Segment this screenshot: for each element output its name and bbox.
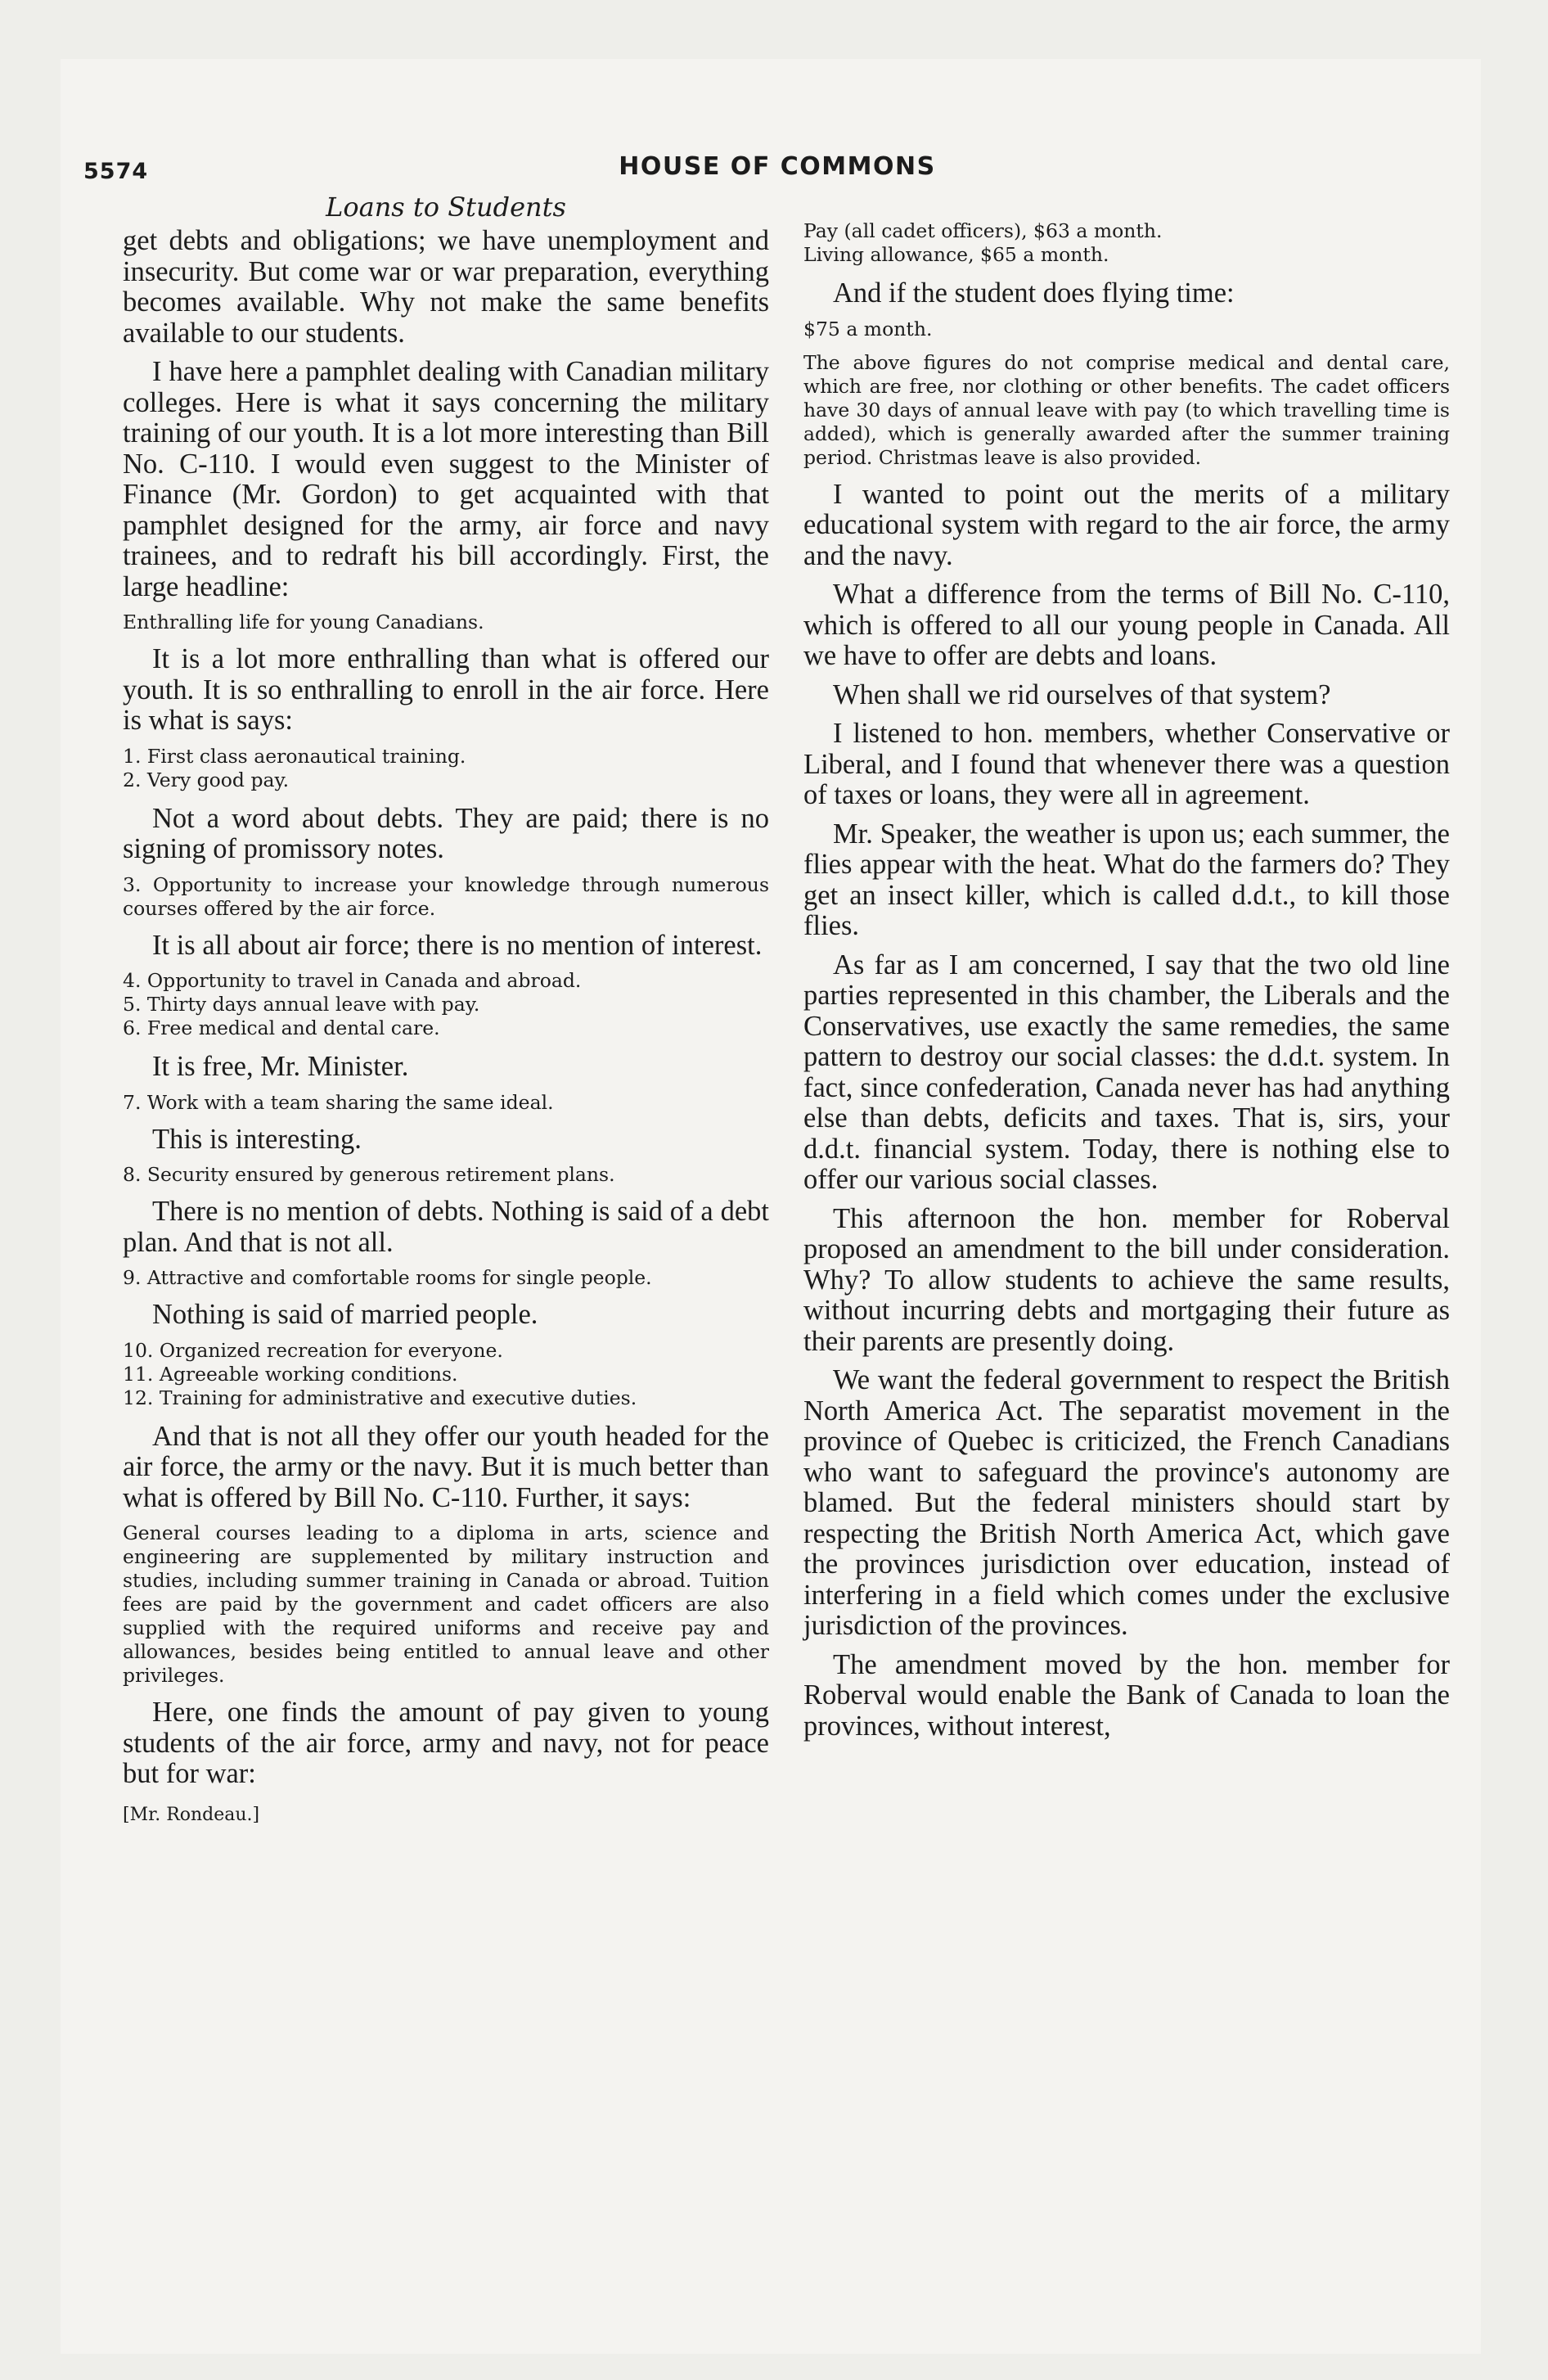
paragraph: When shall we rid ourselves of that system? xyxy=(833,678,1331,710)
list-item: Living allowance, $65 a month. xyxy=(803,243,1109,266)
quotation: 7. Work with a team sharing the same ideal. xyxy=(123,1090,554,1114)
list-item: 12. Training for administrative and executive duties. xyxy=(123,1386,637,1409)
right-column xyxy=(803,187,1450,1750)
paragraph: As far as I am concerned, I say that the two old line parties represented in this chamber, the Liberals and the Conservatives, use exactly the same remedies, the same pattern to destroy our social classes: the d.d.t. system. In fact, since confederation, Canada never has had anything else than debts, deficits and taxes. That is, sirs, your d.d.t. financial system. Today, there is nothing else to offer our various social classes. xyxy=(803,949,1450,1195)
quotation: General courses leading to a diploma in arts, science and engineering are supplemented by military instruction and studies, including summer training in Canada or abroad. Tuition fees are paid by the government and cadet officers are also supplied with the required uniforms and receive pay and allowances, besides being entitled to annual leave and other privileges. xyxy=(123,1521,769,1687)
paragraph: We want the federal government to respect the British North America Act. The separatist movement in the province of Quebec is criticized, the French Canadians who want to safeguard the province's autonomy are blamed. But the federal ministers should start by respecting the British North America Act, which gave the provinces jurisdiction over education, instead of interfering in a field which comes under the exclusive jurisdiction of the provinces. xyxy=(803,1364,1450,1641)
paragraph: And that is not all they offer our youth headed for the air force, the army or the navy. But it is much better than what is offered by Bill No. C-110. Further, it says: xyxy=(123,1420,769,1513)
paragraph: I listened to hon. members, whether Conservative or Liberal, and I found that whenever there was a question of taxes or loans, they were all in agreement. xyxy=(803,718,1450,810)
list-item: 5. Thirty days annual leave with pay. xyxy=(123,993,480,1016)
paragraph: What a difference from the terms of Bill No. C-110, which is offered to all our young people in Canada. All we have to offer are debts and loans. xyxy=(803,579,1450,671)
quoted-list xyxy=(123,745,769,792)
quotation: Enthralling life for young Canadians. xyxy=(123,611,484,633)
list-item: 10. Organized recreation for everyone. xyxy=(123,1338,503,1362)
quotation: 8. Security ensured by generous retirement plans. xyxy=(123,1163,615,1186)
paragraph: Here, one finds the amount of pay given to young students of the air force, army and navy, not for peace but for war: xyxy=(123,1697,769,1789)
paragraph: Mr. Speaker, the weather is upon us; each summer, the flies appear with the heat. What do the farmers do? They get an insect killer, which is called d.d.t., to kill those flies. xyxy=(803,818,1450,941)
quoted-list xyxy=(123,969,769,1040)
list-item: 1. First class aeronautical training. xyxy=(123,744,466,768)
speaker-attribution: [Mr. Rondeau.] xyxy=(123,1804,260,1825)
list-item: 11. Agreeable working conditions. xyxy=(123,1362,458,1386)
paragraph: Not a word about debts. They are paid; there is no signing of promissory notes. xyxy=(123,802,769,864)
quotation: 3. Opportunity to increase your knowledge through numerous courses offered by the air force. xyxy=(123,872,769,920)
paragraph: It is all about air force; there is no mention of interest. xyxy=(152,929,763,961)
topic-heading: Loans to Students xyxy=(326,192,566,223)
paragraph: There is no mention of debts. Nothing is said of a debt plan. And that is not all. xyxy=(123,1196,769,1258)
quotation: The above figures do not comprise medical and dental care, which are free, nor clothing or other benefits. The cadet officers have 30 days of annual leave with pay (to which travelling time is added), which is generally awarded after the summer training period. Christmas leave is also provided. xyxy=(803,350,1450,469)
paragraph: This is interesting. xyxy=(152,1123,362,1155)
quotation: 9. Attractive and comfortable rooms for single people. xyxy=(123,1266,652,1289)
paragraph: get debts and obligations; we have unemployment and insecurity. But come war or war preparation, everything becomes available. Why not make the same benefits available to our students. xyxy=(123,225,769,349)
quoted-list xyxy=(123,1339,769,1410)
left-column xyxy=(123,187,769,1825)
page-number: 5574 xyxy=(83,159,149,184)
paragraph: This afternoon the hon. member for Roberval proposed an amendment to the bill under consideration. Why? To allow students to achieve the same results, without incurring debts and mortgaging their future as their parents are presently doing. xyxy=(803,1202,1450,1357)
list-item: Pay (all cadet officers), $63 a month. xyxy=(803,219,1163,242)
paragraph: I wanted to point out the merits of a military educational system with regard to the air force, the army and the navy. xyxy=(803,478,1450,571)
list-item: 2. Very good pay. xyxy=(123,768,290,791)
paragraph: It is a lot more enthralling than what is offered our youth. It is so enthralling to enroll in the air force. Here is what is says: xyxy=(123,643,769,736)
paragraph: And if the student does flying time: xyxy=(833,277,1235,309)
list-item: 4. Opportunity to travel in Canada and abroad. xyxy=(123,969,582,992)
paragraph: It is free, Mr. Minister. xyxy=(152,1051,409,1082)
quoted-list xyxy=(803,219,1450,267)
running-head: HOUSE OF COMMONS xyxy=(619,152,936,181)
paragraph: I have here a pamphlet dealing with Canadian military colleges. Here is what it says concerning the military training of our youth. It is a lot more interesting than Bill No. C-110. I would even suggest to the Minister of Finance (Mr. Gordon) to get acquainted with that pamphlet designed for the army, air force and navy trainees, and to redraft his bill accordingly. First, the large headline: xyxy=(123,356,769,602)
paragraph: Nothing is said of married people. xyxy=(152,1299,538,1330)
quotation: $75 a month. xyxy=(803,317,933,340)
paragraph: The amendment moved by the hon. member for Roberval would enable the Bank of Canada to loan the provinces, without interest, xyxy=(803,1648,1450,1742)
list-item: 6. Free medical and dental care. xyxy=(123,1016,440,1039)
